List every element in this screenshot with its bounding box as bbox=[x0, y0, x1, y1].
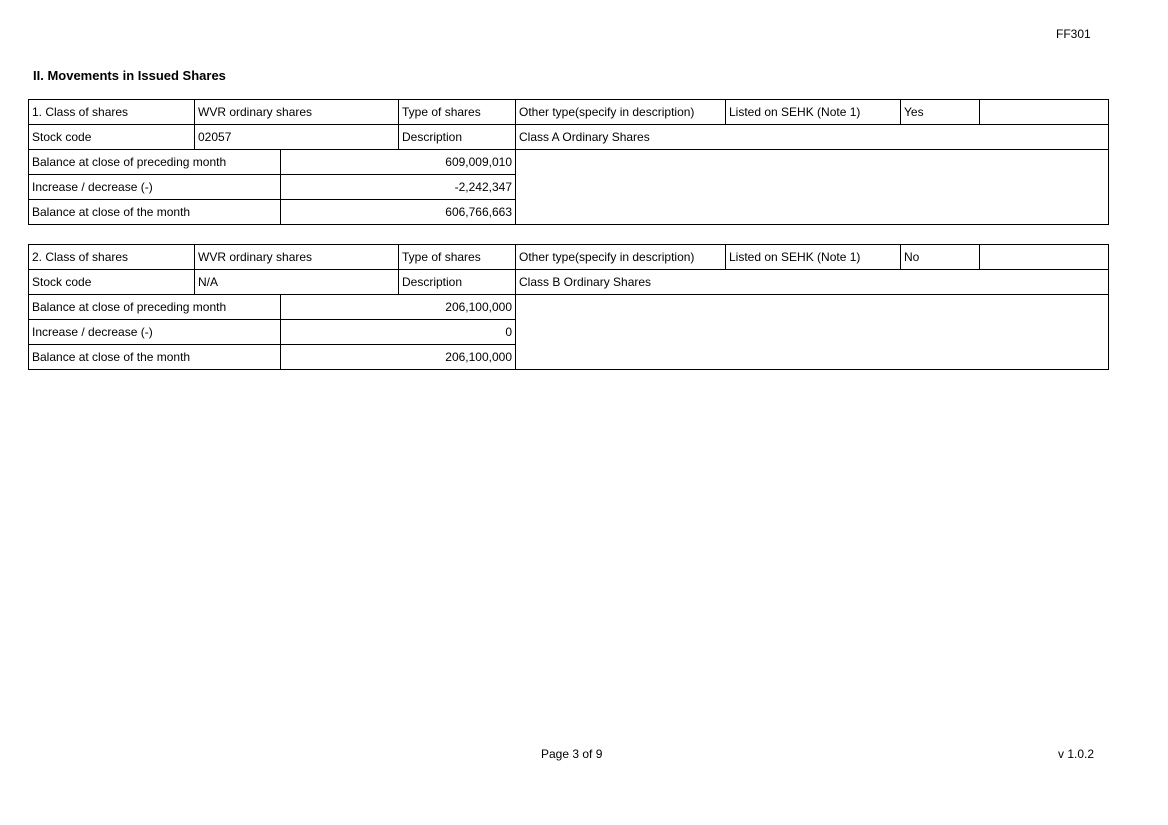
stock-code-row bbox=[28, 124, 1109, 149]
listed-label: Listed on SEHK (Note 1) bbox=[725, 244, 901, 270]
class-row bbox=[28, 99, 1109, 124]
type-label: Type of shares bbox=[398, 244, 516, 270]
empty-cell bbox=[979, 244, 1109, 270]
change-label: Increase / decrease (-) bbox=[28, 174, 281, 200]
change-label: Increase / decrease (-) bbox=[28, 319, 281, 345]
listed-value: Yes bbox=[900, 99, 980, 125]
class-value: WVR ordinary shares bbox=[194, 244, 399, 270]
class-label: 1. Class of shares bbox=[28, 99, 195, 125]
description-label: Description bbox=[398, 269, 516, 295]
close-value: 606,766,663 bbox=[280, 199, 516, 225]
change-value: 0 bbox=[280, 319, 516, 345]
type-label: Type of shares bbox=[398, 99, 516, 125]
type-value: Other type(specify in description) bbox=[515, 244, 726, 270]
change-value: -2,242,347 bbox=[280, 174, 516, 200]
description-value: Class B Ordinary Shares bbox=[515, 269, 1109, 295]
form-code: FF301 bbox=[1056, 27, 1091, 41]
stock-code-label: Stock code bbox=[28, 269, 195, 295]
blank-area bbox=[515, 149, 1109, 225]
share-class-table-2 bbox=[28, 244, 1109, 369]
preceding-label: Balance at close of preceding month bbox=[28, 149, 281, 175]
blank-area bbox=[515, 294, 1109, 370]
stock-code-value: N/A bbox=[194, 269, 399, 295]
page-number: Page 3 of 9 bbox=[541, 747, 603, 761]
description-label: Description bbox=[398, 124, 516, 150]
close-label: Balance at close of the month bbox=[28, 344, 281, 370]
share-class-table-1 bbox=[28, 99, 1109, 224]
empty-cell bbox=[979, 99, 1109, 125]
class-row bbox=[28, 244, 1109, 269]
class-value: WVR ordinary shares bbox=[194, 99, 399, 125]
close-value: 206,100,000 bbox=[280, 344, 516, 370]
listed-value: No bbox=[900, 244, 980, 270]
type-value: Other type(specify in description) bbox=[515, 99, 726, 125]
description-value: Class A Ordinary Shares bbox=[515, 124, 1109, 150]
stock-code-value: 02057 bbox=[194, 124, 399, 150]
section-title: II. Movements in Issued Shares bbox=[33, 68, 226, 83]
close-label: Balance at close of the month bbox=[28, 199, 281, 225]
preceding-label: Balance at close of preceding month bbox=[28, 294, 281, 320]
preceding-value: 206,100,000 bbox=[280, 294, 516, 320]
stock-code-label: Stock code bbox=[28, 124, 195, 150]
preceding-value: 609,009,010 bbox=[280, 149, 516, 175]
stock-code-row bbox=[28, 269, 1109, 294]
class-label: 2. Class of shares bbox=[28, 244, 195, 270]
listed-label: Listed on SEHK (Note 1) bbox=[725, 99, 901, 125]
version-label: v 1.0.2 bbox=[1058, 747, 1095, 761]
